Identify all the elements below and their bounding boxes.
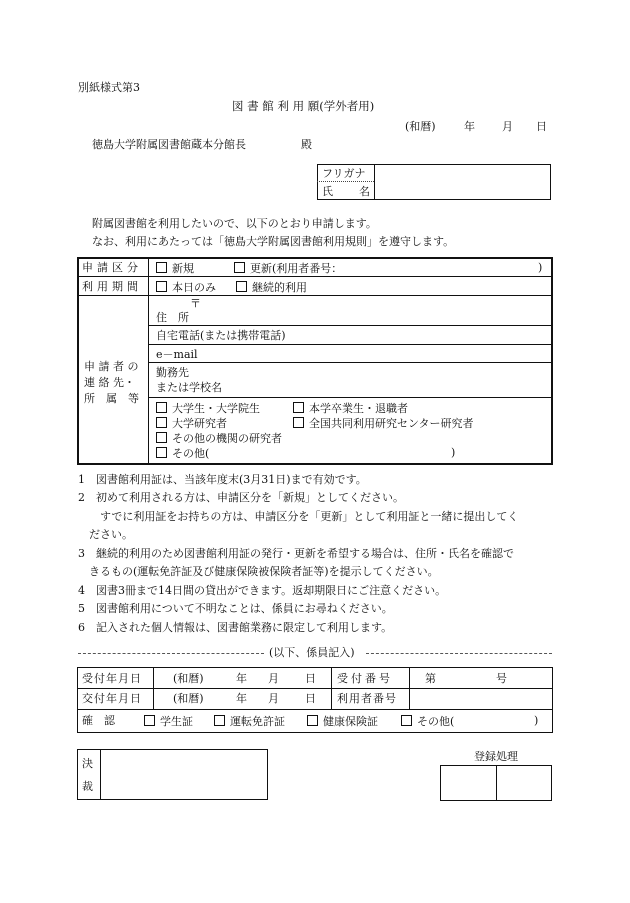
id-student-checkbox[interactable] — [144, 715, 155, 726]
divider-left — [78, 653, 264, 654]
honorific: 殿 — [301, 138, 312, 151]
student-checkbox[interactable] — [156, 402, 167, 413]
note-2b: すでに利用証をお持ちの方は、申請区分を「更新」として利用証と一緒に提出してく — [78, 510, 519, 523]
staff-col-1 — [153, 667, 154, 709]
issued-date-label: 交付年月日 — [82, 692, 142, 705]
date-year: 年 — [464, 120, 475, 133]
id-other-close: ) — [534, 714, 539, 727]
renew-close-paren: ) — [538, 261, 543, 274]
name-input[interactable] — [374, 164, 551, 200]
registration-divider — [496, 765, 497, 801]
no-suffix: 号 — [496, 672, 507, 685]
addressee: 徳島大学附属図書館蔵本分館長 — [92, 138, 246, 151]
id-other[interactable]: その他( — [401, 715, 454, 727]
renew-option[interactable]: 更新(利用者番号： — [234, 262, 342, 274]
row-line-2 — [79, 295, 551, 296]
approval-char-1: 決 — [82, 757, 93, 770]
intro-line-2: なお、利用にあたっては「徳島大学附属図書館利用規則」を遵守します。 — [92, 235, 455, 248]
row-line-6 — [148, 397, 551, 398]
user-no-label: 利用者番号 — [337, 692, 397, 705]
approval-char-2: 裁 — [82, 780, 93, 793]
researcher-checkbox[interactable] — [156, 417, 167, 428]
date-day: 日 — [536, 120, 547, 133]
note-6: 6 記入された個人情報は、図書館業務に限定して利用します。 — [78, 621, 393, 634]
note-2c: ださい。 — [78, 528, 133, 541]
row-line-5 — [148, 362, 551, 363]
opt-national[interactable]: 全国共同利用研究センター研究者 — [293, 417, 474, 429]
registration-label: 登録処理 — [474, 750, 518, 763]
work-label-1: 勤務先 — [156, 366, 189, 379]
name-label-l: 氏 — [322, 185, 333, 198]
row-line-4 — [148, 344, 551, 345]
new-checkbox[interactable] — [156, 262, 167, 273]
label-contact-1: 申 請 者 の — [84, 360, 139, 373]
id-student[interactable]: 学生証 — [144, 715, 193, 727]
furigana-label: フリガナ — [322, 167, 366, 180]
national-checkbox[interactable] — [293, 417, 304, 428]
opt-student[interactable]: 大学生・大学院生 — [156, 402, 260, 414]
approval-divider — [100, 749, 101, 800]
opt-other[interactable]: その他( — [156, 447, 209, 459]
opt-researcher[interactable]: 大学研究者 — [156, 417, 227, 429]
name-box-dotted — [317, 181, 374, 182]
date-month: 月 — [502, 120, 513, 133]
opt-other-inst[interactable]: その他の機関の研究者 — [156, 432, 282, 444]
staff-section-label: (以下、係員記入) — [269, 646, 355, 659]
row-line-1 — [79, 276, 551, 277]
received-day: 日 — [305, 672, 316, 685]
staff-row-1 — [77, 688, 553, 689]
form-title: 図 書 館 利 用 願(学外者用) — [232, 99, 375, 113]
continuous-checkbox[interactable] — [236, 281, 247, 292]
today-checkbox[interactable] — [156, 281, 167, 292]
opt-other-close: ) — [451, 446, 456, 459]
id-license[interactable]: 運転免許証 — [214, 715, 285, 727]
label-usage-period: 利用期間 — [82, 280, 142, 293]
id-health-checkbox[interactable] — [307, 715, 318, 726]
date-era: (和暦) — [405, 120, 436, 133]
phone-label: 自宅電話(または携帯電話) — [156, 329, 286, 342]
note-3b: きるもの(運転免許証及び健康保険被保険者証等)を提示してください。 — [78, 565, 439, 578]
staff-col-2 — [331, 667, 332, 709]
received-month: 月 — [268, 672, 279, 685]
opt-alumni[interactable]: 本学卒業生・退職者 — [293, 402, 408, 414]
renew-checkbox[interactable] — [234, 262, 245, 273]
note-3: 3 継続的利用のため図書館利用証の発行・更新を希望する場合は、住所・氏名を確認で — [78, 547, 514, 560]
confirm-label: 確 認 — [82, 714, 115, 727]
issued-month: 月 — [268, 692, 279, 705]
email-label: e－mail — [156, 348, 198, 361]
id-license-checkbox[interactable] — [214, 715, 225, 726]
divider-right — [366, 653, 552, 654]
note-4: 4 図書3冊まで14日間の貸出ができます。返却期限日にご注意ください。 — [78, 584, 447, 597]
row-line-3 — [148, 325, 551, 326]
alumni-checkbox[interactable] — [293, 402, 304, 413]
note-1: 1 図書館利用証は、当該年度末(3月31日)まで有効です。 — [78, 473, 367, 486]
id-health[interactable]: 健康保険証 — [307, 715, 378, 727]
today-option[interactable]: 本日のみ — [156, 281, 216, 293]
staff-row-2 — [77, 709, 553, 710]
staff-col-3 — [409, 667, 410, 709]
label-col-divider — [148, 259, 149, 463]
new-option[interactable]: 新規 — [156, 262, 194, 274]
label-contact-2: 連 絡 先・ — [84, 376, 135, 389]
other-inst-checkbox[interactable] — [156, 432, 167, 443]
label-application-type: 申請区分 — [82, 261, 142, 274]
issued-era: (和暦) — [173, 692, 204, 705]
no-prefix: 第 — [425, 672, 436, 685]
note-2: 2 初めて利用される方は、申請区分を「新規」としてください。 — [78, 491, 404, 504]
work-label-2: または学校名 — [156, 381, 222, 394]
postal-mark: 〒 — [190, 297, 201, 310]
continuous-option[interactable]: 継続的利用 — [236, 281, 307, 293]
note-5: 5 図書館利用について不明なことは、係員にお尋ねください。 — [78, 602, 393, 615]
address-label: 住 所 — [156, 311, 189, 324]
intro-line-1: 附属図書館を利用したいので、以下のとおり申請します。 — [92, 217, 377, 230]
received-era: (和暦) — [173, 672, 204, 685]
approval-box — [77, 749, 268, 800]
issued-year: 年 — [236, 692, 247, 705]
other-checkbox[interactable] — [156, 447, 167, 458]
form-id: 別紙様式第3 — [78, 81, 140, 94]
received-date-label: 受付年月日 — [82, 672, 142, 685]
received-year: 年 — [236, 672, 247, 685]
name-label-r: 名 — [359, 185, 370, 198]
issued-day: 日 — [305, 692, 316, 705]
id-other-checkbox[interactable] — [401, 715, 412, 726]
receipt-no-label: 受付番号 — [337, 672, 393, 685]
label-contact-3: 所 属 等 — [84, 392, 139, 405]
